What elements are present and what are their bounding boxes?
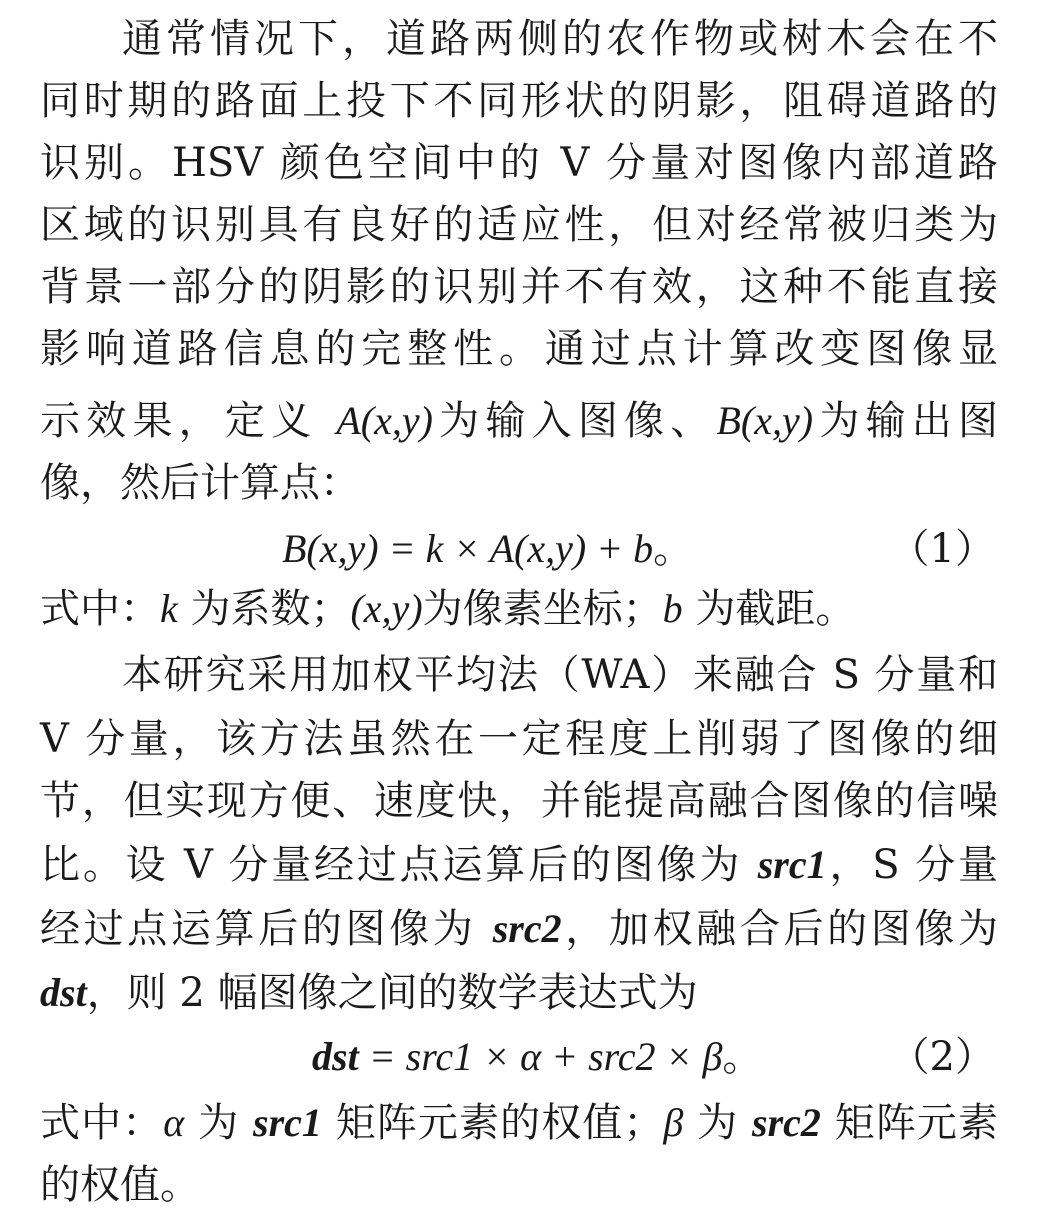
- equation-2-expression: [312, 1026, 762, 1088]
- equation-1-number: （1）: [889, 526, 995, 572]
- text: 矩阵元素的权值；: [321, 1100, 664, 1146]
- para1-line-7: [40, 390, 998, 452]
- definition-2-line-2: 的权值。: [40, 1162, 200, 1208]
- text: 比。设 V 分量经过点运算后的图像为: [40, 842, 758, 888]
- var-k: k: [160, 586, 178, 631]
- var-dst: dst: [40, 970, 87, 1015]
- equation-2-dst: dst: [312, 1034, 359, 1079]
- para1-line-1: 通常情况下，道路两侧的农作物或树木会在不: [122, 16, 998, 62]
- text: 为像素坐标；: [422, 586, 663, 632]
- text: 示效果，定义: [40, 398, 337, 444]
- equation-2-end: 。: [722, 1034, 763, 1080]
- text: 为: [683, 1100, 753, 1146]
- var-B: B(x,y): [716, 398, 814, 443]
- text: ，S 分量: [826, 842, 999, 888]
- para2-line-6: [40, 962, 998, 1024]
- var-src2: src2: [752, 1100, 821, 1145]
- text: 为系数；: [177, 586, 351, 632]
- var-alpha: α: [163, 1100, 185, 1145]
- definition-2: [40, 1092, 998, 1154]
- text: 式中：: [40, 586, 160, 632]
- var-A: A(x,y): [336, 398, 433, 443]
- para2-line-2: V 分量，该方法虽然在一定程度上削弱了图像的细: [40, 716, 998, 762]
- definition-1: [40, 578, 998, 640]
- equation-2-number: （2）: [889, 1034, 995, 1080]
- text: 为: [184, 1100, 254, 1146]
- para1-line-5: 背景一部分的阴影的识别并不有效，这种不能直接: [40, 264, 998, 310]
- para1-line-6: 影响道路信息的完整性。通过点计算改变图像显: [40, 326, 998, 372]
- equation-1-expression: [282, 518, 693, 580]
- equation-2: [0, 1026, 1039, 1088]
- equation-1-body: B(x,y) = k × A(x,y) + b: [282, 526, 654, 571]
- para1-line-4: 区域的识别具有良好的适应性，但对经常被归类为: [40, 202, 998, 248]
- text: 矩阵元素: [820, 1100, 999, 1146]
- para2-line-1: 本研究采用加权平均法（WA）来融合 S 分量和: [122, 652, 998, 698]
- text: ，则 2 幅图像之间的数学表达式为: [86, 970, 698, 1016]
- equation-1-end: 。: [653, 526, 694, 571]
- text: ，加权融合后的图像为: [561, 906, 999, 952]
- var-src1: src1: [757, 842, 827, 887]
- para1-line-8: 像，然后计算点：: [40, 460, 360, 506]
- text: 为截距。: [682, 586, 856, 632]
- para2-line-4: [40, 834, 998, 896]
- var-src2: src2: [492, 906, 562, 951]
- equation-1: [0, 518, 1039, 580]
- text: 为输出图: [813, 398, 999, 444]
- var-src1: src1: [253, 1100, 322, 1145]
- para2-line-3: 节，但实现方便、速度快，并能提高融合图像的信噪: [40, 778, 998, 824]
- var-xy: (x,y): [350, 586, 423, 631]
- text: 式中：: [40, 1100, 164, 1146]
- equation-2-body: = src1 × α + src2 × β: [358, 1034, 723, 1079]
- para1-line-2: 同时期的路面上投下不同形状的阴影，阻碍道路的: [40, 78, 998, 124]
- text: 为输入图像、: [432, 398, 717, 444]
- var-beta: β: [663, 1100, 684, 1145]
- var-b: b: [662, 586, 683, 631]
- para2-line-5: [40, 898, 998, 960]
- para1-line-3: 识别。HSV 颜色空间中的 V 分量对图像内部道路: [40, 140, 998, 186]
- text: 经过点运算后的图像为: [40, 906, 493, 952]
